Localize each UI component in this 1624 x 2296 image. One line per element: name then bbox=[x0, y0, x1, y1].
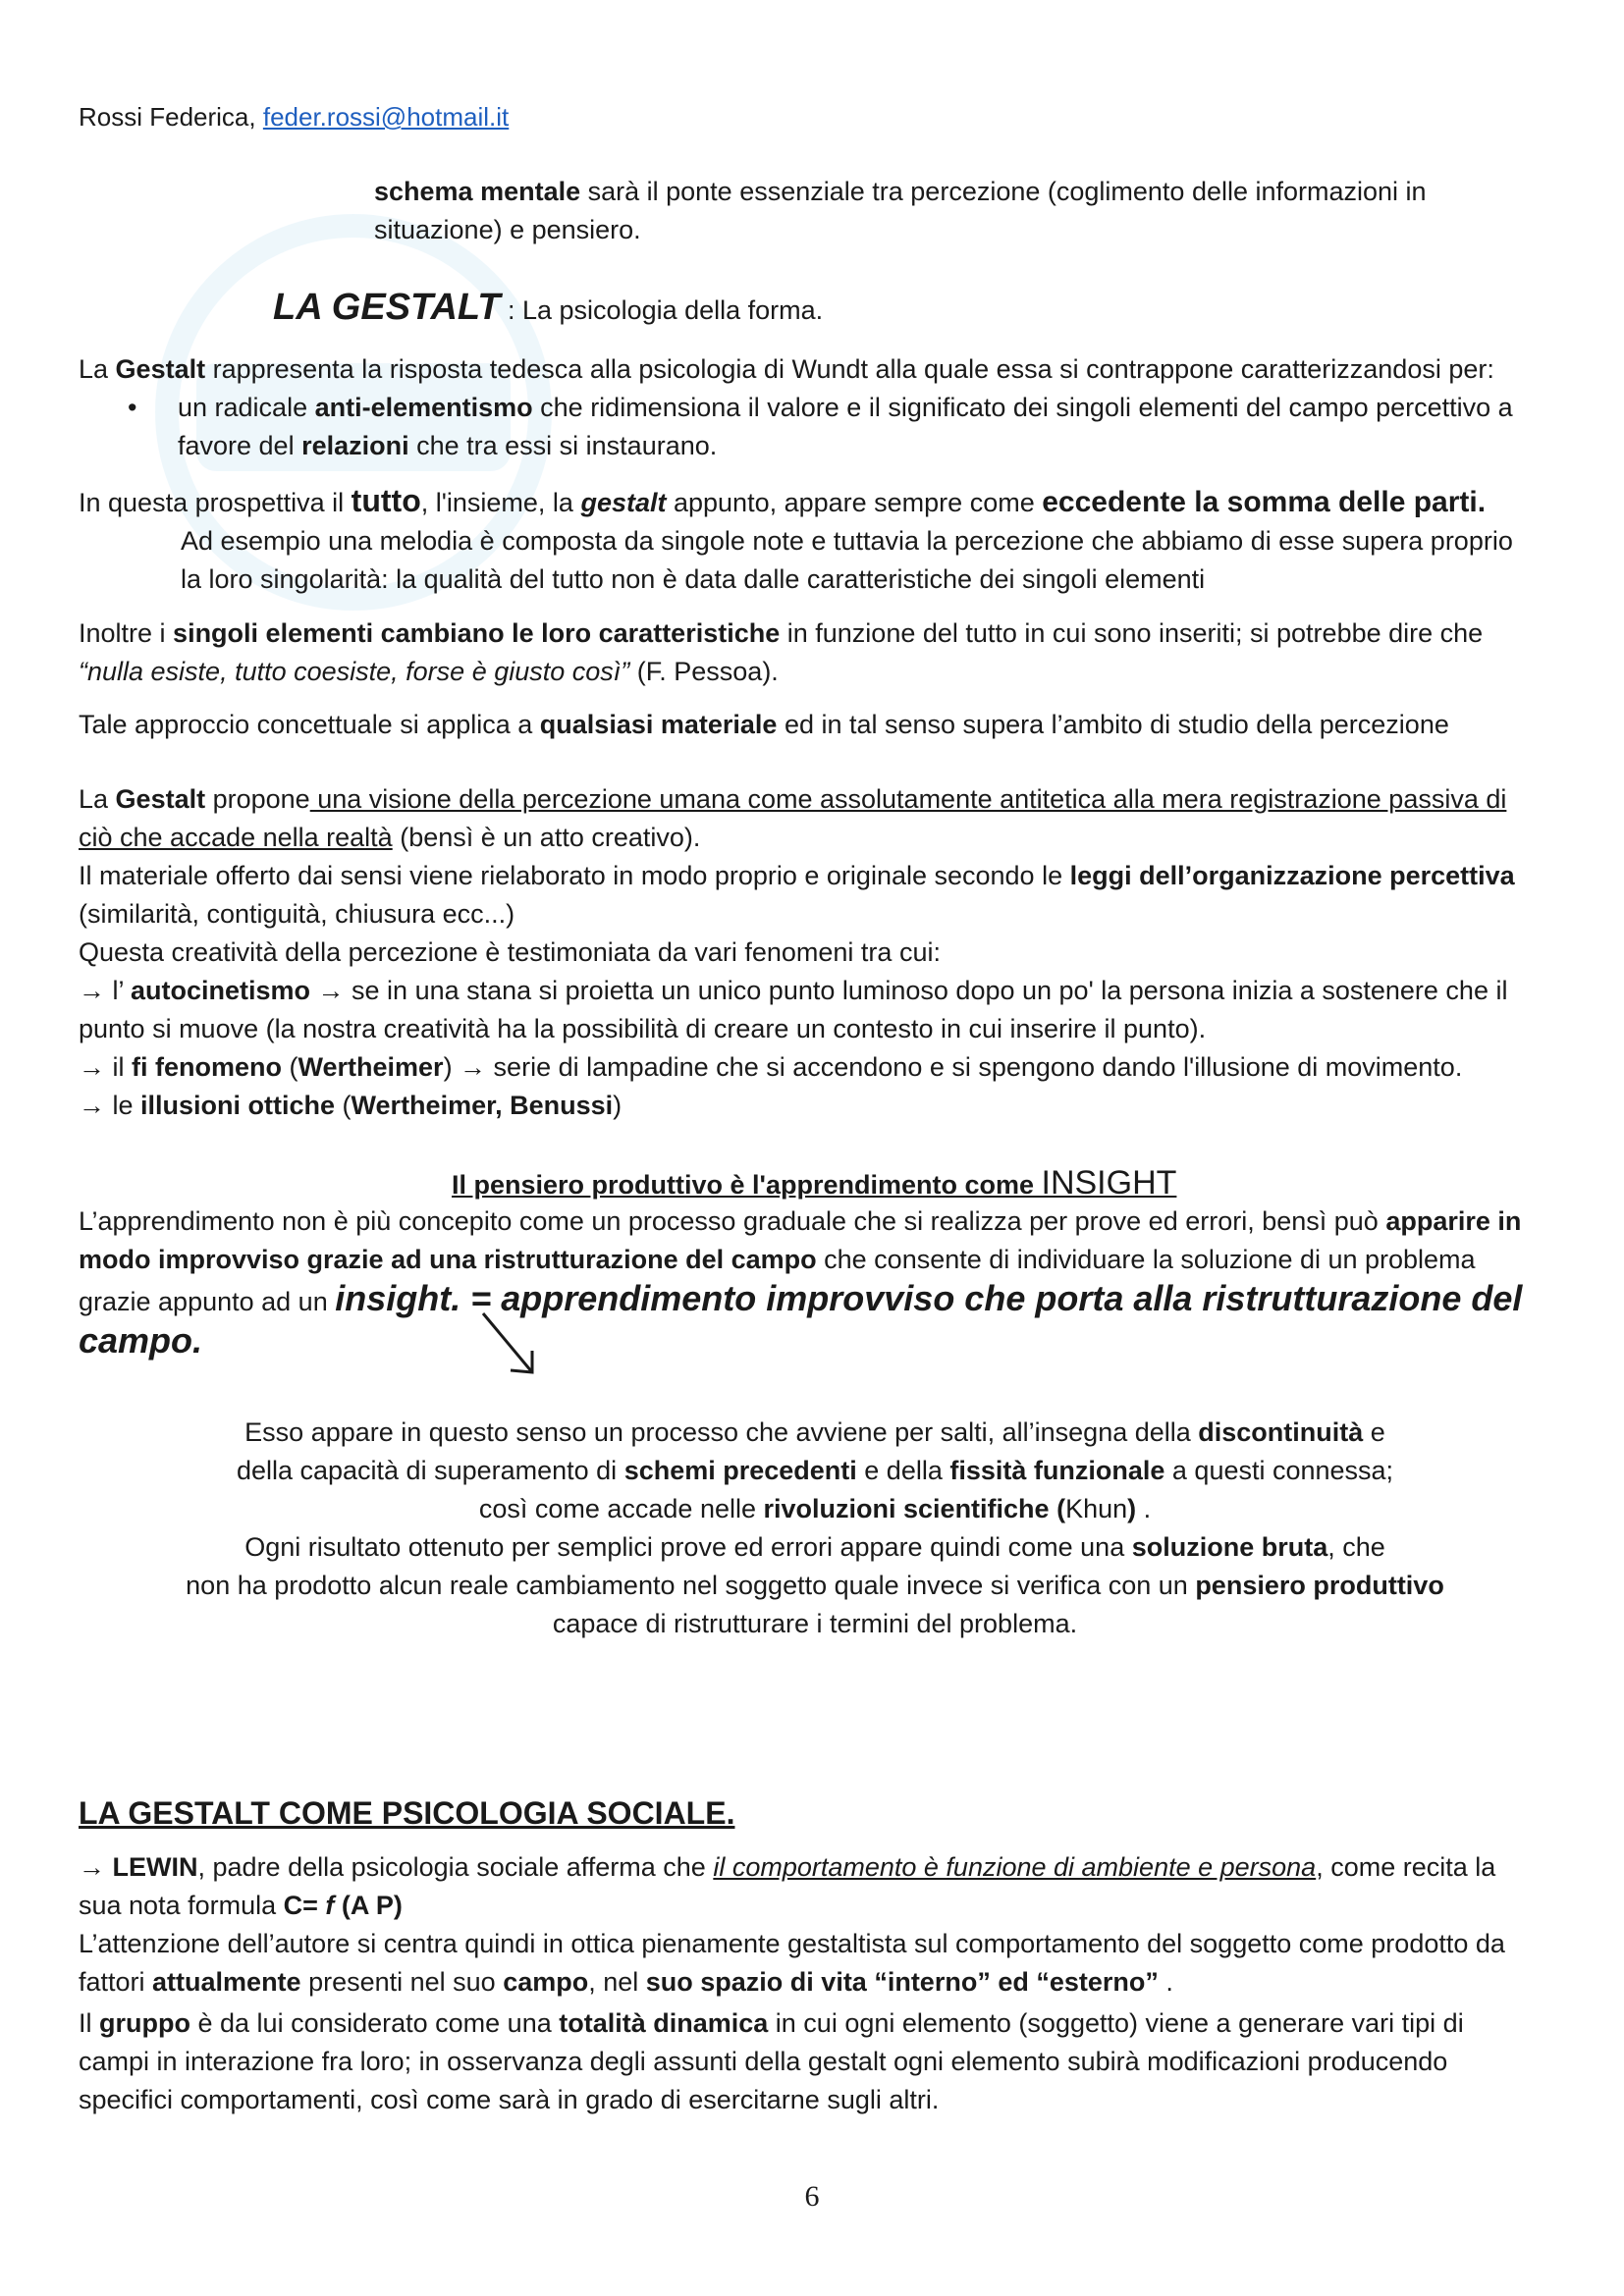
intro-paragraph: schema mentale sarà il ponte essenziale tra percezione (coglimento delle informazioni in situazione) e pensiero. bbox=[374, 177, 1427, 244]
paragraph-visione-percezione: La Gestalt propone una visione della percezione umana come assolutamente antitetica alla mera registrazione passiva di ciò che accade nella realtà (bensì è un atto creativo). Il materiale offerto dai sensi viene rielaborato in modo proprio e originale secondo le leggi dell’organizzazione percettiva (similarità, contiguità, chiusura ecc...) Questa creatività della percezione è testimoniata da vari fenomeni tra cui: → l’ autocinetismo → se in una stana si proietta un unico punto luminoso dopo un po' la persona inizia a sostenere che il punto si muove (la nostra creatività ha la possibilità di creare un contesto in cui inserire il punto). → il fi fenomeno (Wertheimer) → serie di lampadine che si accendono e si spengono dando l'illusione di movimento. → le illusioni ottiche (Wertheimer, Benussi) bbox=[79, 784, 1515, 1120]
page-number: 6 bbox=[804, 2180, 820, 2213]
heading-psicologia-sociale: LA GESTALT COME PSICOLOGIA SOCIALE. bbox=[79, 1795, 735, 1831]
paragraph-melodia: Ad esempio una melodia è composta da singole note e tuttavia la percezione che abbiamo di esse supera proprio la loro singolarità: la qualità del tutto non è data dalle caratteristiche dei singoli elementi bbox=[181, 526, 1513, 594]
paragraph-gestalt-intro: La Gestalt rappresenta la risposta tedesca alla psicologia di Wundt alla quale essa si contrappone caratterizzandosi per: bbox=[79, 354, 1494, 384]
paragraph-tutto: In questa prospettiva il tutto, l'insieme, la gestalt appunto, appare sempre come eccedente la somma delle parti. bbox=[79, 483, 1487, 518]
heading-insight: Il pensiero produttivo è l'apprendimento come INSIGHT bbox=[452, 1164, 1177, 1201]
author-email-link[interactable]: feder.rossi@hotmail.it bbox=[262, 102, 510, 132]
paragraph-gruppo: Il gruppo è da lui considerato come una totalità dinamica in cui ogni elemento (soggetto) viene a generare vari tipi di campi in interazione fra loro; in osservanza degli assunti della gestalt ogni elemento subirà modificazioni producendo specifici comportamenti, così come sarà in grado di esercitarne sugli altri. bbox=[79, 2008, 1464, 2114]
bullet-icon: • bbox=[128, 393, 137, 422]
paragraph-singoli-elementi: Inoltre i singoli elementi cambiano le loro caratteristiche in funzione del tutto in cui sono inseriti; si potrebbe dire che “nulla esiste, tutto coesiste, forse è giusto così” (F. Pessoa). bbox=[79, 618, 1484, 686]
page-header bbox=[79, 98, 509, 136]
paragraph-insight: L’apprendimento non è più concepito come un processo graduale che si realizza per prove ed errori, bensì può apparire in modo improvviso grazie ad una ristrutturazione del campo che consente di individuare la soluzione di un problema grazie appunto ad un insight. = apprendimento improvviso che porta alla ristrutturazione del campo. bbox=[79, 1206, 1523, 1361]
paragraph-qualsiasi-materiale: Tale approccio concettuale si applica a qualsiasi materiale ed in tal senso supera l’ambito di studio della percezione bbox=[79, 710, 1449, 739]
down-arrow-icon bbox=[471, 1306, 550, 1384]
bullet-anti-elementismo: • un radicale anti-elementismo che ridimensiona il valore e il significato dei singoli elementi del campo percettivo a favore del relazioni che tra essi si instaurano. bbox=[79, 389, 1551, 465]
paragraph-lewin: → LEWIN, padre della psicologia sociale afferma che il comportamento è funzione di ambiente e persona, come recita la sua nota formula C= f (A P) L’attenzione dell’autore si centra quindi in ottica pienamente gestaltista sul comportamento del soggetto come prodotto da fattori attualmente presenti nel suo campo, nel suo spazio di vita “interno” ed “esterno” . bbox=[79, 1852, 1505, 1997]
paragraph-discontinuita: Esso appare in questo senso un processo che avviene per salti, all’insegna della discontinuità e della capacità di superamento di schemi precedenti e della fissità funzionale a questi connessa; così come accade nelle rivoluzioni scientifiche (Khun) . Ogni risultato ottenuto per semplici prove ed errori appare quindi come una soluzione bruta, che non ha prodotto alcun reale cambiamento nel soggetto quale invece si verifica con un pensiero produttivo capace di ristrutturare i termini del problema. bbox=[186, 1417, 1444, 1638]
author-name: Rossi Federica, bbox=[79, 102, 256, 132]
section-title-gestalt: LA GESTALT : La psicologia della forma. bbox=[273, 287, 824, 328]
